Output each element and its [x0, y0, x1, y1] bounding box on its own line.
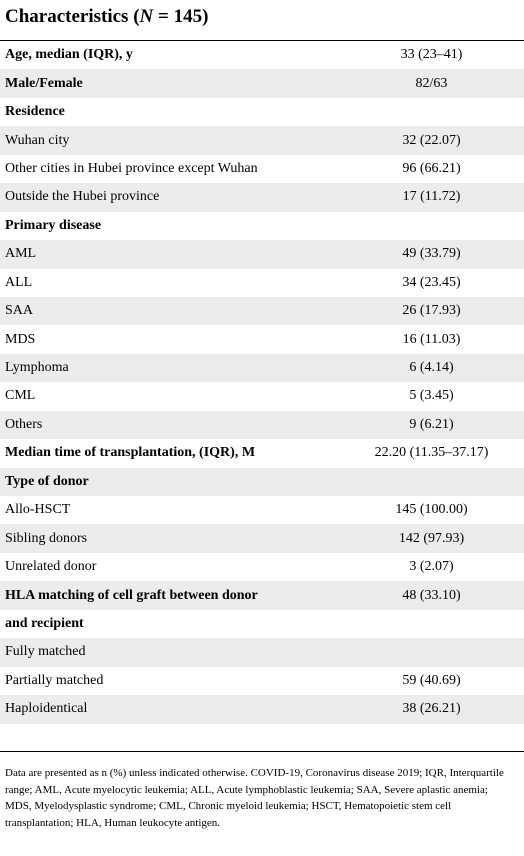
table-row: [0, 581, 524, 609]
title-text: Characteristics (: [5, 6, 140, 27]
row-label: Age, median (IQR), y: [5, 47, 133, 63]
table-row: [0, 155, 524, 183]
table-row: [0, 695, 524, 723]
row-label: Residence: [5, 104, 65, 120]
row-value: 145 (100.00): [395, 502, 468, 518]
row-value: 82/63: [339, 69, 524, 97]
row-value: 17 (11.72): [339, 183, 524, 211]
table-row: [0, 496, 524, 524]
row-label: and recipient: [5, 615, 84, 631]
table-footnote: Data are presented as n (%) unless indicated otherwise. COVID-19, Coronavirus disease 2019; IQR, Interquartile range; AML, Acute myelocytic leukemia; ALL, Acute lymphoblastic leukemia; SAA, Severe aplastic anemia; MDS, Myelodysplastic syndrome; CML, Chronic myeloid leukemia; HSCT, Hematopoietic stem cell transplantation; HLA, Human leukocyte antigen.: [5, 767, 504, 829]
row-label: HLA matching of cell graft between donor: [0, 581, 339, 609]
bottom-rule: [0, 751, 524, 752]
characteristics-table: [0, 41, 524, 724]
title-n-label: N: [139, 6, 154, 27]
row-label: Primary disease: [5, 217, 102, 233]
row-label: Median time of transplantation, (IQR), M: [5, 445, 256, 461]
table-row: [0, 553, 524, 581]
table-row: [0, 126, 524, 154]
row-value: 59 (40.69): [402, 672, 461, 688]
row-label: Sibling donors: [0, 524, 339, 552]
row-label: Lymphoma: [0, 354, 339, 382]
table-row: [0, 468, 524, 496]
table-row: [0, 610, 524, 638]
row-label: SAA: [0, 297, 339, 325]
row-label: MDS: [5, 331, 36, 347]
row-label: Unrelated donor: [5, 559, 97, 575]
table-body: [0, 41, 524, 724]
table-title: [5, 6, 208, 28]
row-value: [339, 212, 524, 240]
table-row: [0, 439, 524, 467]
table-row: [0, 183, 524, 211]
row-value: 48 (33.10): [339, 581, 524, 609]
row-value: 32 (22.07): [339, 126, 524, 154]
row-label: Partially matched: [5, 672, 104, 688]
row-value: [339, 610, 524, 638]
row-value: 5 (3.45): [409, 388, 454, 404]
row-value: [339, 98, 524, 126]
row-value: 22.20 (11.35–37.17): [374, 445, 489, 461]
row-value: 96 (66.21): [402, 160, 461, 176]
row-value: 6 (4.14): [339, 354, 524, 382]
table-row: [0, 354, 524, 382]
row-value: 38 (26.21): [339, 695, 524, 723]
table-row: [0, 240, 524, 268]
row-label: CML: [5, 388, 36, 404]
row-value: 142 (97.93): [339, 524, 524, 552]
table-row: [0, 382, 524, 410]
table-row: [0, 524, 524, 552]
table-row: [0, 269, 524, 297]
table-row: [0, 41, 524, 69]
row-value: 9 (6.21): [339, 411, 524, 439]
table-row: [0, 638, 524, 666]
row-label: Outside the Hubei province: [0, 183, 339, 211]
row-value: 34 (23.45): [402, 274, 461, 290]
row-label: Haploidentical: [0, 695, 339, 723]
row-value: 16 (11.03): [402, 331, 461, 347]
table-row: [0, 325, 524, 353]
row-value: 3 (2.07): [409, 559, 454, 575]
title-n-value: = 145): [153, 6, 209, 27]
row-label: AML: [0, 240, 339, 268]
table-row: [0, 69, 524, 97]
row-value: 26 (17.93): [339, 297, 524, 325]
row-label: Type of donor: [0, 468, 339, 496]
table-row: [0, 667, 524, 695]
row-value: [339, 638, 524, 666]
row-value: 33 (23–41): [400, 47, 463, 63]
table-row: [0, 297, 524, 325]
row-label: Others: [0, 411, 339, 439]
table-row: [0, 212, 524, 240]
row-label: Allo-HSCT: [5, 502, 71, 518]
row-label: Male/Female: [0, 69, 339, 97]
row-value: [339, 468, 524, 496]
row-label: Fully matched: [0, 638, 339, 666]
row-label: ALL: [5, 274, 33, 290]
table-row: [0, 411, 524, 439]
row-label: Other cities in Hubei province except Wuhan: [5, 160, 258, 176]
table-row: [0, 98, 524, 126]
row-label: Wuhan city: [0, 126, 339, 154]
row-value: 49 (33.79): [339, 240, 524, 268]
